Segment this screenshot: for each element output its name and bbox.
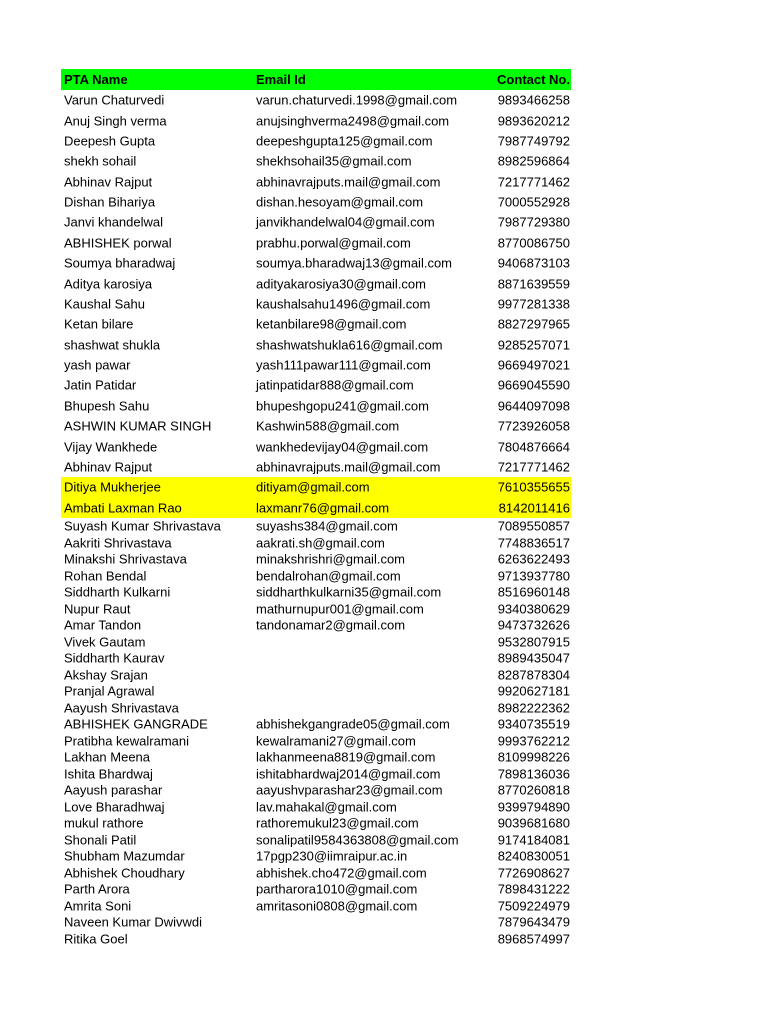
table-row [61,396,571,416]
cell-contact: 7723926058 [497,418,570,434]
cell-pta-name: Anuj Singh verma [64,113,167,129]
cell-pta-name: Aayush parashar [64,782,163,798]
cell-pta-name: Aakriti Shrivastava [64,535,172,551]
table-row [61,375,571,395]
table-row [61,314,571,334]
cell-email: ditiyam@gmail.com [256,479,370,495]
cell-contact: 9340380629 [497,601,570,617]
cell-pta-name: Kaushal Sahu [64,296,145,312]
cell-contact: 8240830051 [497,848,570,864]
cell-email: shashwatshukla616@gmail.com [256,337,443,353]
table-row [61,436,571,456]
table-row [61,633,571,650]
cell-email: adityakarosiya30@gmail.com [256,276,426,292]
table-row [61,782,571,799]
table-row [61,749,571,766]
cell-email: soumya.bharadwaj13@gmail.com [256,255,453,271]
cell-pta-name: Shonali Patil [64,832,137,848]
cell-pta-name: Minakshi Shrivastava [64,551,187,567]
cell-pta-name: Ketan bilare [64,316,134,332]
cell-pta-name: Soumya bharadwaj [64,255,176,271]
cell-email: abhishekgangrade05@gmail.com [256,716,450,732]
cell-pta-name: ABHISHEK porwal [64,235,172,251]
cell-pta-name: Siddharth Kulkarni [64,584,171,600]
cell-contact: 9644097098 [497,398,570,414]
cell-email: anujsinghverma2498@gmail.com [256,113,450,129]
cell-contact: 7748836517 [497,535,570,551]
cell-contact: 7987729380 [497,214,570,230]
table-row [61,192,571,212]
cell-contact: 7089550857 [497,518,570,534]
table-row [61,110,571,130]
cell-contact: 7509224979 [497,898,570,914]
table-row [61,172,571,192]
table-row [61,831,571,848]
table-row [61,798,571,815]
cell-pta-name: Pranjal Agrawal [64,683,155,699]
cell-pta-name: shekh sohail [64,153,137,169]
cell-pta-name: Pratibha kewalramani [64,733,190,749]
cell-contact: 9473732626 [497,617,570,633]
cell-contact: 7879643479 [497,914,570,930]
header-contact-no: Contact No. [497,72,570,87]
table-row [61,151,571,171]
cell-pta-name: Bhupesh Sahu [64,398,150,414]
cell-email: Kashwin588@gmail.com [256,418,400,434]
table-row [61,253,571,273]
cell-email: abhishek.cho472@gmail.com [256,865,427,881]
cell-email: shekhsohail35@gmail.com [256,153,412,169]
cell-pta-name: shashwat shukla [64,337,161,353]
cell-email: prabhu.porwal@gmail.com [256,235,411,251]
cell-email: jatinpatidar888@gmail.com [256,377,414,393]
cell-pta-name: Amar Tandon [64,617,142,633]
cell-email: bendalrohan@gmail.com [256,568,401,584]
cell-email: laxmanr76@gmail.com [256,500,390,516]
cell-contact: 7898136036 [497,766,570,782]
cell-contact: 9285257071 [497,337,570,353]
cell-pta-name: Aayush Shrivastava [64,700,179,716]
cell-contact: 7987749792 [497,133,570,149]
cell-email: aakrati.sh@gmail.com [256,535,385,551]
cell-pta-name: Suyash Kumar Shrivastava [64,518,221,534]
cell-pta-name: Siddharth Kaurav [64,650,165,666]
cell-email: kewalramani27@gmail.com [256,733,416,749]
cell-pta-name: ASHWIN KUMAR SINGH [64,418,212,434]
cell-pta-name: Ditiya Mukherjee [64,479,161,495]
cell-contact: 7898431222 [497,881,570,897]
cell-pta-name: Janvi khandelwal [64,214,164,230]
table-row [61,584,571,601]
cell-contact: 9977281338 [497,296,570,312]
table-row [61,498,571,518]
table-row [61,534,571,551]
header-email-id: Email Id [256,72,306,87]
cell-email: lakhanmeena8819@gmail.com [256,749,436,765]
cell-pta-name: Jatin Patidar [64,377,137,393]
cell-pta-name: Ishita Bhardwaj [64,766,153,782]
table-header-row [61,69,571,90]
cell-contact: 8516960148 [497,584,570,600]
cell-pta-name: Abhinav Rajput [64,174,153,190]
cell-email: abhinavrajputs.mail@gmail.com [256,459,441,475]
cell-pta-name: Dishan Bihariya [64,194,156,210]
table-row [61,457,571,477]
cell-email: suyashs384@gmail.com [256,518,398,534]
table-row [61,815,571,832]
cell-contact: 8989435047 [497,650,570,666]
cell-contact: 7610355655 [497,479,570,495]
cell-pta-name: Ambati Laxman Rao [64,500,182,516]
table-row [61,416,571,436]
table-row [61,355,571,375]
table-row [61,897,571,914]
cell-contact: 9713937780 [497,568,570,584]
cell-contact: 8827297965 [497,316,570,332]
table-row [61,881,571,898]
cell-pta-name: Shubham Mazumdar [64,848,185,864]
cell-email: yash111pawar111@gmail.com [256,357,431,373]
cell-pta-name: Rohan Bendal [64,568,147,584]
cell-contact: 8109998226 [497,749,570,765]
cell-contact: 8982596864 [497,153,570,169]
cell-pta-name: Love Bharadhwaj [64,799,165,815]
cell-contact: 9669045590 [497,377,570,393]
cell-contact: 9039681680 [497,815,570,831]
cell-pta-name: mukul rathore [64,815,144,831]
cell-email: janvikhandelwal04@gmail.com [256,214,435,230]
cell-email: dishan.hesoyam@gmail.com [256,194,424,210]
cell-pta-name: Aditya karosiya [64,276,153,292]
table-row [61,294,571,314]
cell-email: wankhedevijay04@gmail.com [256,439,429,455]
table-row [61,551,571,568]
table-row [61,666,571,683]
cell-pta-name: ABHISHEK GANGRADE [64,716,208,732]
cell-email: tandonamar2@gmail.com [256,617,406,633]
table-row [61,765,571,782]
cell-contact: 7804876664 [497,439,570,455]
cell-contact: 9669497021 [497,357,570,373]
table-row [61,848,571,865]
cell-email: 17pgp230@iimraipur.ac.in [256,848,408,864]
cell-email: ishitabhardwaj2014@gmail.com [256,766,441,782]
table-row [61,914,571,931]
cell-pta-name: Deepesh Gupta [64,133,156,149]
table-row [61,930,571,947]
cell-contact: 6263622493 [497,551,570,567]
cell-email: bhupeshgopu241@gmail.com [256,398,429,414]
cell-contact: 9893466258 [497,92,570,108]
cell-email: ketanbilare98@gmail.com [256,316,407,332]
cell-contact: 9340735519 [497,716,570,732]
table-row [61,233,571,253]
table-row [61,699,571,716]
cell-contact: 9174184081 [497,832,570,848]
table-row [61,131,571,151]
cell-contact: 9406873103 [497,255,570,271]
cell-email: siddharthkulkarni35@gmail.com [256,584,442,600]
cell-email: aayushvparashar23@gmail.com [256,782,443,798]
table-row [61,335,571,355]
cell-pta-name: Vivek Gautam [64,634,146,650]
table-row [61,212,571,232]
cell-contact: 8982222362 [497,700,570,716]
cell-email: minakshrishri@gmail.com [256,551,406,567]
cell-contact: 9532807915 [497,634,570,650]
table-body [61,90,571,947]
cell-email: lav.mahakal@gmail.com [256,799,397,815]
contact-table [61,69,571,947]
table-row [61,617,571,634]
cell-email: deepeshgupta125@gmail.com [256,133,433,149]
cell-pta-name: Lakhan Meena [64,749,151,765]
cell-contact: 9399794890 [497,799,570,815]
cell-email: varun.chaturvedi.1998@gmail.com [256,92,458,108]
cell-email: sonalipatil9584363808@gmail.com [256,832,459,848]
table-row [61,273,571,293]
cell-email: kaushalsahu1496@gmail.com [256,296,431,312]
cell-pta-name: Vijay Wankhede [64,439,158,455]
table-row [61,90,571,110]
cell-contact: 8871639559 [497,276,570,292]
cell-email: mathurnupur001@gmail.com [256,601,424,617]
table-row [61,732,571,749]
table-row [61,600,571,617]
cell-pta-name: yash pawar [64,357,131,373]
cell-contact: 8287878304 [497,667,570,683]
cell-pta-name: Naveen Kumar Dwivwdi [64,914,202,930]
cell-contact: 7217771462 [497,174,570,190]
table-row [61,650,571,667]
cell-email: rathoremukul23@gmail.com [256,815,419,831]
cell-pta-name: Parth Arora [64,881,130,897]
cell-contact: 7000552928 [497,194,570,210]
cell-contact: 8968574997 [497,931,570,947]
cell-email: partharora1010@gmail.com [256,881,418,897]
cell-contact: 9920627181 [497,683,570,699]
cell-contact: 8770086750 [497,235,570,251]
table-row [61,567,571,584]
cell-contact: 8142011416 [498,500,570,516]
cell-pta-name: Abhishek Choudhary [64,865,185,881]
cell-contact: 8770260818 [497,782,570,798]
cell-pta-name: Nupur Raut [64,601,131,617]
cell-pta-name: Akshay Srajan [64,667,148,683]
cell-pta-name: Abhinav Rajput [64,459,153,475]
cell-contact: 7217771462 [497,459,570,475]
cell-email: abhinavrajputs.mail@gmail.com [256,174,441,190]
cell-pta-name: Amrita Soni [64,898,132,914]
table-row [61,518,571,535]
cell-contact: 9993762212 [497,733,570,749]
table-row [61,864,571,881]
table-row [61,477,571,497]
table-row [61,716,571,733]
cell-pta-name: Ritika Goel [64,931,128,947]
cell-contact: 7726908627 [497,865,570,881]
cell-pta-name: Varun Chaturvedi [64,92,165,108]
header-pta-name: PTA Name [64,72,128,87]
table-row [61,683,571,700]
cell-contact: 9893620212 [497,113,570,129]
cell-email: amritasoni0808@gmail.com [256,898,418,914]
